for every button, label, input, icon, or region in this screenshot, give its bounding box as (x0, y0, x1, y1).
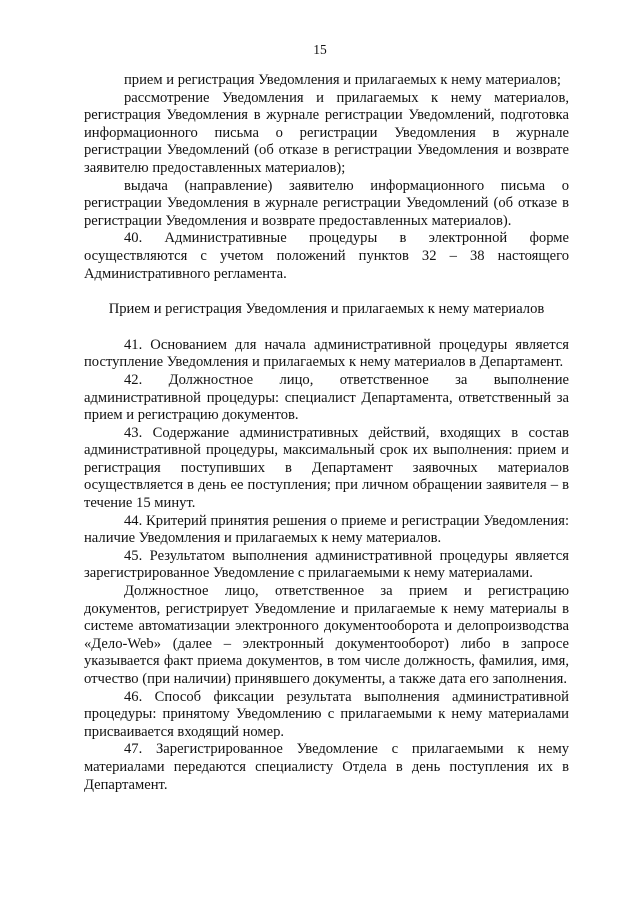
section-heading: Прием и регистрация Уведомления и прилагаемых к нему материалов (108, 301, 545, 318)
paragraph-46: 46. Способ фиксации результата выполнения административной процедуры: принятому Уведомлению с прилагаемыми к нему материалами присваивается входящий номер. (84, 688, 569, 740)
paragraph-43: 43. Содержание административных действий, входящих в состав административной процедуры, максимальный срок их выполнения: прием и регистрация поступивших в Департамент заявочных материалов осуществляется в день ее поступления; при личном обращении заявителя – в течение 15 минут. (84, 424, 569, 512)
paragraph-45: 45. Результатом выполнения административной процедуры является зарегистрированное Уведомление с прилагаемыми к нему материалами. (84, 547, 569, 582)
paragraph-official-registers: Должностное лицо, ответственное за прием и регистрацию документов, регистрирует Уведомление и прилагаемые к нему материалы в системе автоматизации электронного документооборота и делопроизводства «Дело-Web» (далее – электронный документооборот) либо в запросе указывается факт приема документов, в том числе должность, фамилия, имя, отчество (при наличии) принявшего документы, а также дата его заполнения. (84, 583, 569, 687)
paragraph-47: 47. Зарегистрированное Уведомление с прилагаемыми к нему материалами передаются специалисту Отдела в день поступления их в Департамент. (84, 741, 569, 793)
paragraph-procedure-review: рассмотрение Уведомления и прилагаемых к нему материалов, регистрация Уведомления в журнале регистрации Уведомлений, подготовка информационного письма о регистрации Уведомления в журнале регистрации Уведомлений (об отказе в регистрации Уведомления и возврате заявителю предоставленных материалов); (84, 89, 569, 176)
paragraph-41: 41. Основанием для начала административной процедуры является поступление Уведомления и прилагаемых к нему материалов в Департамент. (84, 336, 569, 371)
document-body (84, 72, 569, 794)
paragraph-42: 42. Должностное лицо, ответственное за выполнение административной процедуры: специалист Департамента, ответственный за прием и регистрацию документов. (84, 371, 569, 424)
paragraph-40: 40. Административные процедуры в электронной форме осуществляются с учетом положений пунктов 32 – 38 настоящего Административного регламента. (84, 230, 569, 282)
paragraph-procedure-reception: прием и регистрация Уведомления и прилагаемых к нему материалов; (124, 72, 561, 88)
page-number: 15 (313, 42, 327, 57)
paragraph-procedure-issuance: выдача (направление) заявителю информационного письма о регистрации Уведомления в журнале регистрации Уведомлений (об отказе в регистрации Уведомления и возврате предоставленных материалов). (84, 177, 569, 229)
paragraph-44: 44. Критерий принятия решения о приеме и регистрации Уведомления: наличие Уведомления и прилагаемых к нему материалов. (84, 512, 569, 547)
